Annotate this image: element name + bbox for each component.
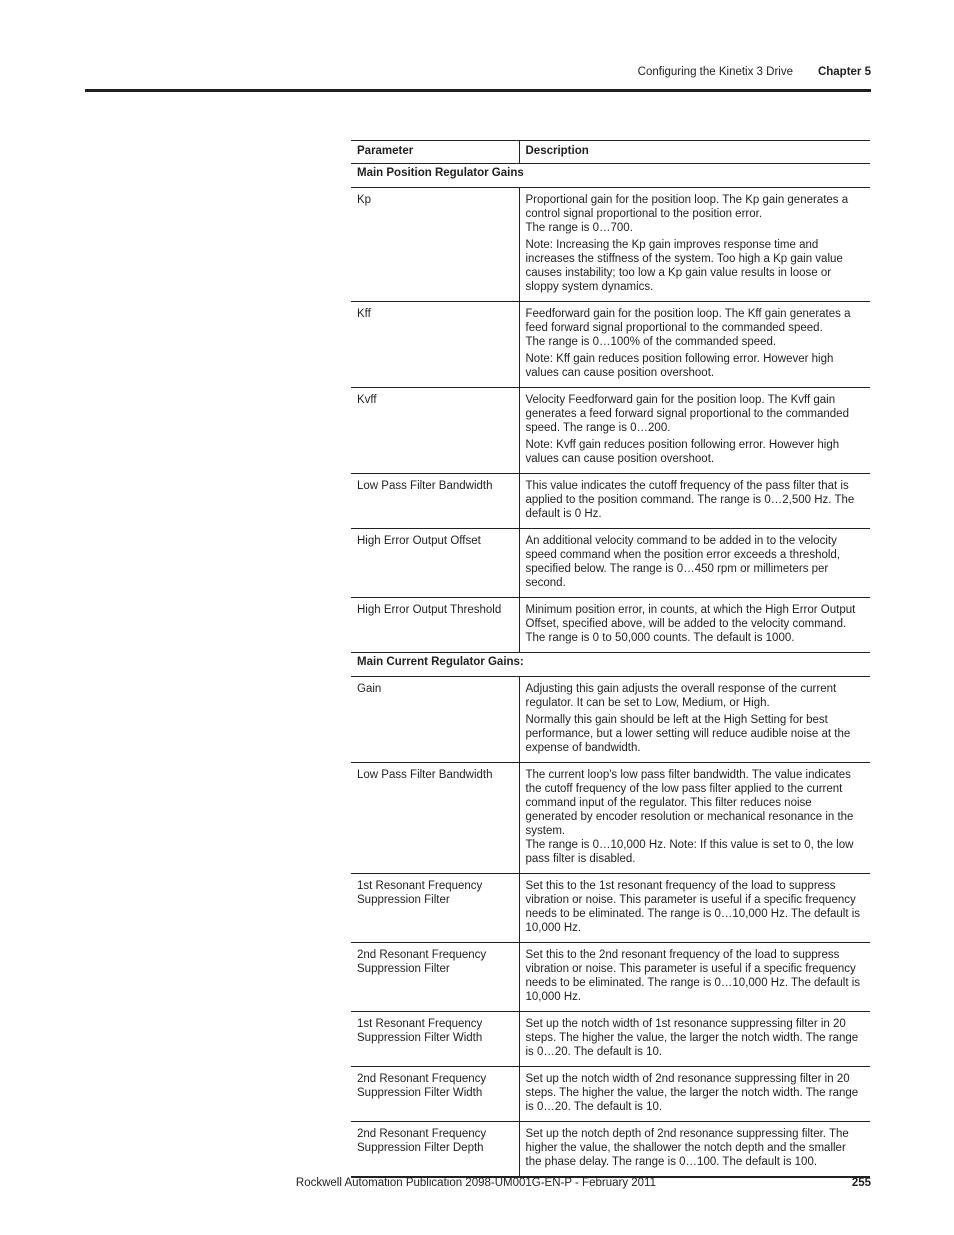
- parameter-name: High Error Output Offset: [351, 529, 519, 598]
- parameter-description: [519, 677, 870, 763]
- parameter-name: 1st Resonant Frequency Suppression Filter: [351, 874, 519, 943]
- column-header-parameter: Parameter: [351, 141, 519, 164]
- parameter-table: [351, 140, 870, 1178]
- footer-page-number: 255: [851, 1177, 871, 1189]
- parameter-name: Low Pass Filter Bandwidth: [351, 474, 519, 529]
- description-paragraph: Adjusting this gain adjusts the overall response of the current regulator. It can be set to Low, Medium, or High.: [525, 683, 837, 709]
- description-paragraph: This value indicates the cutoff frequency of the pass filter that is applied to the position command. The range is 0…2,500 Hz. The default is 0 Hz.: [525, 480, 855, 520]
- description-paragraph: Set up the notch depth of 2nd resonance suppressing filter. The higher the value, the shallower the notch depth and the smaller the phase delay. The range is 0…100. The default is 100.: [525, 1128, 849, 1168]
- description-paragraph: Set up the notch width of 1st resonance suppressing filter in 20 steps. The higher the value, the larger the notch width. The range is 0…20. The default is 10.: [525, 1018, 859, 1058]
- header-rule: [85, 89, 871, 92]
- description-paragraph: An additional velocity command to be added in to the velocity speed command when the position error exceeds a threshold, specified below. The range is 0…450 rpm or millimeters per second.: [525, 535, 841, 589]
- section-row: [351, 164, 870, 188]
- parameter-name: 2nd Resonant Frequency Suppression Filter Width: [351, 1067, 519, 1122]
- description-paragraph: Note: Kff gain reduces position following error. However high values can cause position overshoot.: [525, 353, 834, 379]
- header-document-title: Configuring the Kinetix 3 Drive: [637, 66, 793, 78]
- description-paragraph: Set this to the 1st resonant frequency of the load to suppress vibration or noise. This parameter is useful if a specific frequency needs to be eliminated. The range is 0…10,000 Hz. The default is 10,000 Hz.: [525, 880, 861, 934]
- table-row: [351, 943, 870, 1012]
- parameter-description: [519, 188, 870, 302]
- description-paragraph: Normally this gain should be left at the High Setting for best performance, but a lower setting will reduce audible noise at the expense of bandwidth.: [525, 714, 851, 754]
- parameter-description: [519, 943, 870, 1012]
- parameter-description: [519, 874, 870, 943]
- footer-publication-info: Rockwell Automation Publication 2098-UM001G-EN-P - February 2011: [295, 1177, 656, 1189]
- section-title: Main Position Regulator Gains: [351, 164, 870, 188]
- description-paragraph: Feedforward gain for the position loop. The Kff gain generates a feed forward signal proportional to the commanded speed. The range is 0…100% of the commanded speed.: [525, 308, 851, 348]
- parameter-description: [519, 763, 870, 874]
- table-row: [351, 1012, 870, 1067]
- description-paragraph: Note: Kvff gain reduces position following error. However high values can cause position overshoot.: [525, 439, 840, 465]
- parameter-name: Kp: [351, 188, 519, 302]
- parameter-name: High Error Output Threshold: [351, 598, 519, 653]
- parameter-name: Kff: [351, 302, 519, 388]
- section-row: [351, 653, 870, 677]
- table-header-row: [351, 141, 870, 164]
- table-row: [351, 388, 870, 474]
- table-row: [351, 598, 870, 653]
- column-header-description: Description: [519, 141, 870, 164]
- table-row: [351, 474, 870, 529]
- parameter-name: 2nd Resonant Frequency Suppression Filter: [351, 943, 519, 1012]
- table-row: [351, 302, 870, 388]
- parameter-name: 2nd Resonant Frequency Suppression Filter Depth: [351, 1122, 519, 1178]
- table-row: [351, 1067, 870, 1122]
- parameter-description: [519, 474, 870, 529]
- table-row: [351, 529, 870, 598]
- parameter-description: [519, 598, 870, 653]
- parameter-description: [519, 388, 870, 474]
- table-row: [351, 763, 870, 874]
- description-paragraph: The current loop's low pass filter bandwidth. The value indicates the cutoff frequency of the low pass filter applied to the current command input of the regulator. This filter reduces noise generated by encoder resolution or mechanical resonance in the system. The range is 0…10,000 Hz. Note: If this value is set to 0, the low pass filter is disabled.: [525, 769, 854, 865]
- parameter-name: Low Pass Filter Bandwidth: [351, 763, 519, 874]
- parameter-name: Gain: [351, 677, 519, 763]
- table-row: [351, 1122, 870, 1178]
- table-row: [351, 677, 870, 763]
- running-header: [0, 66, 871, 82]
- parameter-description: [519, 1067, 870, 1122]
- parameter-name: 1st Resonant Frequency Suppression Filter Width: [351, 1012, 519, 1067]
- header-chapter-label: Chapter 5: [817, 66, 871, 78]
- description-paragraph: Set this to the 2nd resonant frequency of the load to suppress vibration or noise. This parameter is useful if a specific frequency needs to be eliminated. The range is 0…10,000 Hz. The default is 10,000 Hz.: [525, 949, 861, 1003]
- parameter-name: Kvff: [351, 388, 519, 474]
- parameter-description: [519, 1012, 870, 1067]
- table-row: [351, 188, 870, 302]
- description-paragraph: Velocity Feedforward gain for the position loop. The Kvff gain generates a feed forward signal proportional to the commanded speed. The range is 0…200.: [525, 394, 849, 434]
- parameter-description: [519, 1122, 870, 1178]
- description-paragraph: Note: Increasing the Kp gain improves response time and increases the stiffness of the system. Too high a Kp gain value causes instability; too low a Kp gain value results in loose or sloppy system dynamics.: [525, 239, 843, 293]
- description-paragraph: Proportional gain for the position loop. The Kp gain generates a control signal proportional to the position error. The range is 0…700.: [525, 194, 849, 234]
- description-paragraph: Minimum position error, in counts, at which the High Error Output Offset, specified above, will be added to the velocity command. The range is 0 to 50,000 counts. The default is 1000.: [525, 604, 856, 644]
- parameter-description: [519, 529, 870, 598]
- table-row: [351, 874, 870, 943]
- parameter-description: [519, 302, 870, 388]
- description-paragraph: Set up the notch width of 2nd resonance suppressing filter in 20 steps. The higher the value, the larger the notch width. The range is 0…20. The default is 10.: [525, 1073, 859, 1113]
- section-title: Main Current Regulator Gains:: [351, 653, 870, 677]
